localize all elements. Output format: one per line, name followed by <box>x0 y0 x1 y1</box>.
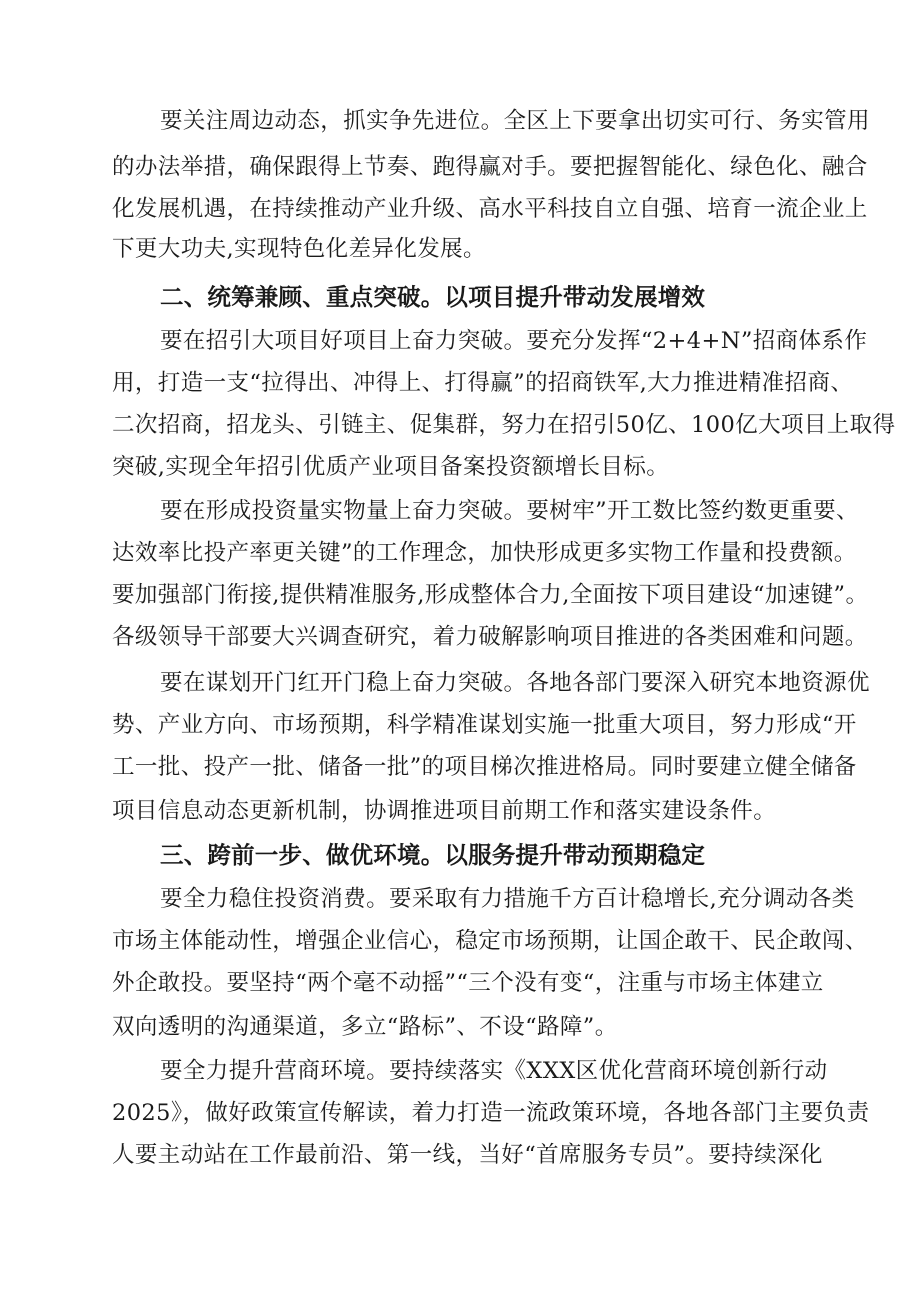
text-line: 要在招引大项目好项目上奋力突破。要充分发挥“2+4+N”招商体系作 <box>160 328 868 354</box>
text-line: 要在谋划开门红开门稳上奋力突破。各地各部门要深入研究本地资源优 <box>160 670 870 696</box>
section-heading: 二、统筹兼顾、重点突破。以项目提升带动发展增效 <box>160 283 706 311</box>
text-line: 2025》，做好政策宣传解读，着力打造一流政策环境，各地各部门主要负责 <box>112 1100 870 1126</box>
text-line: 化发展机遇，在持续推动产业升级、高水平科技自立自强、培育一流企业上 <box>112 196 868 222</box>
text-line: 要全力稳住投资消费。要采取有力措施千方百计稳增长,充分调动各类 <box>160 886 855 912</box>
text-line: 要关注周边动态，抓实争先进位。全区上下要拿出切实可行、务实管用 <box>160 108 870 134</box>
text-line: 外企敢投。要坚持“两个毫不动摇”“三个没有变“，注重与市场主体建立 <box>112 970 824 996</box>
text-line: 势、产业方向、市场预期，科学精准谋划实施一批重大项目，努力形成“开 <box>112 712 857 738</box>
text-line: 市场主体能动性，增强企业信心，稳定市场预期，让国企敢干、民企敢闯、 <box>112 928 868 954</box>
text-line: 要全力提升营商环境。要持续落实《XXX区优化营商环境创新行动 <box>160 1058 828 1084</box>
text-line: 要在形成投资量实物量上奋力突破。要树牢”开工数比签约数更重要、 <box>160 498 859 524</box>
text-line: 用，打造一支“拉得出、冲得上、打得赢”的招商铁军,大力推进精准招商、 <box>112 370 854 396</box>
text-line: 双向透明的沟通渠道，多立“路标”、不设“路障”。 <box>112 1014 618 1040</box>
text-line: 项目信息动态更新机制，协调推进项目前期工作和落实建设条件。 <box>112 798 777 824</box>
text-line: 要加强部门衔接,提供精准服务,形成整体合力,全面按下项目建设“加速键”。 <box>112 582 869 608</box>
text-line: 人要主动站在工作最前沿、第一线，当好“首席服务专员”。要持续深化 <box>112 1142 823 1168</box>
text-line: 达效率比投产率更关键”的工作理念，加快形成更多实物工作量和投费额。 <box>112 540 857 566</box>
text-line: 的办法举措，确保跟得上节奏、跑得赢对手。要把握智能化、绿色化、融合 <box>112 154 868 180</box>
text-line: 突破,实现全年招引优质产业项目备案投资额增长目标。 <box>112 454 670 480</box>
section-heading: 三、跨前一步、做优环境。以服务提升带动预期稳定 <box>160 841 706 869</box>
text-line: 各级领导干部要大兴调查研究，着力破解影响项目推进的各类困难和问题。 <box>112 624 868 650</box>
text-line: 工一批、投产一批、储备一批”的项目梯次推进格局。同时要建立健全储备 <box>112 754 857 780</box>
text-line: 二次招商，招龙头、引链主、促集群，努力在招引50亿、100亿大项目上取得 <box>112 412 896 438</box>
text-line: 下更大功夫,实现特色化差异化发展。 <box>112 236 486 262</box>
